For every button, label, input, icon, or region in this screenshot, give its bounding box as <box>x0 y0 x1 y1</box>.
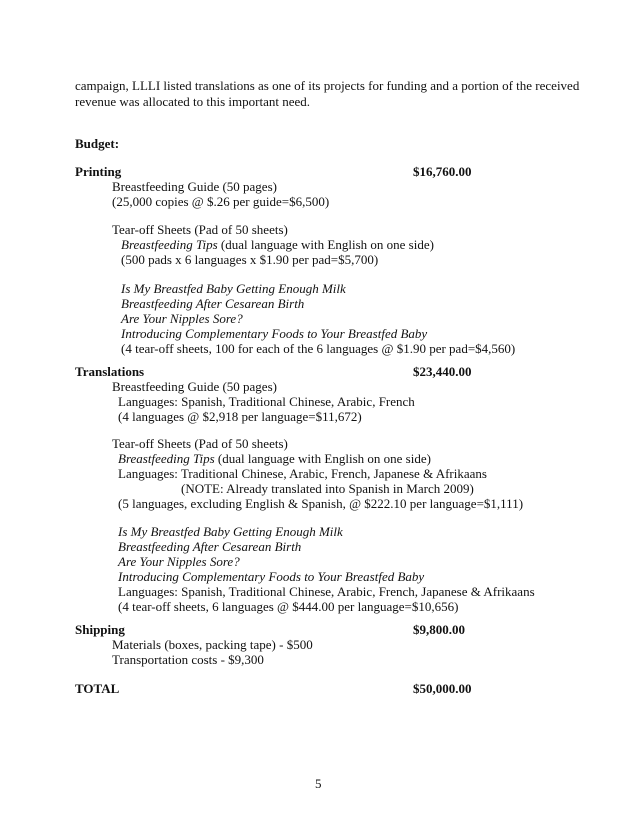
translations-guide-calc: (4 languages @ $2,918 per language=$11,672) <box>118 409 362 424</box>
printing-title-item: Breastfeeding After Cesarean Birth <box>121 296 305 311</box>
translations-tips-rest: (dual language with English on one side) <box>214 451 431 466</box>
translations-guide-title: Breastfeeding Guide (50 pages) <box>112 379 277 394</box>
shipping-materials: Materials (boxes, packing tape) - $500 <box>112 637 313 652</box>
translations-tips-calc: (5 languages, excluding English & Spanish, @ $222.10 per language=$1,111) <box>118 496 524 511</box>
translations-titles-languages: Languages: Spanish, Traditional Chinese, Arabic, French, Japanese & Afrikaans <box>118 584 535 599</box>
intro-line-2: revenue was allocated to this important need. <box>75 94 311 109</box>
printing-tearoff-title: Tear-off Sheets (Pad of 50 sheets) <box>112 222 288 237</box>
printing-title-item: Is My Breastfed Baby Getting Enough Milk <box>121 281 346 296</box>
shipping-amount: $9,800.00 <box>413 622 465 637</box>
shipping-title: Shipping <box>75 622 125 637</box>
page-number: 5 <box>315 776 322 791</box>
translations-tips-title: Breastfeeding Tips <box>118 451 215 466</box>
translations-title-item: Is My Breastfed Baby Getting Enough Milk <box>118 524 343 539</box>
budget-heading: Budget: <box>75 136 120 151</box>
translations-tips-note: (NOTE: Already translated into Spanish in March 2009) <box>181 481 474 496</box>
printing-title-item: Are Your Nipples Sore? <box>121 311 243 326</box>
translations-guide-languages: Languages: Spanish, Traditional Chinese, Arabic, French <box>118 394 415 409</box>
intro-line-1: campaign, LLLI listed translations as one of its projects for funding and a portion of the received <box>75 78 580 93</box>
printing-amount: $16,760.00 <box>413 164 472 179</box>
translations-tips-languages: Languages: Traditional Chinese, Arabic, French, Japanese & Afrikaans <box>118 466 487 481</box>
translations-tearoff-title: Tear-off Sheets (Pad of 50 sheets) <box>112 436 288 451</box>
translations-amount: $23,440.00 <box>413 364 472 379</box>
translations-title-item: Breastfeeding After Cesarean Birth <box>118 539 302 554</box>
printing-tips-rest: (dual language with English on one side) <box>217 237 434 252</box>
printing-tips-calc: (500 pads x 6 languages x $1.90 per pad=$5,700) <box>121 252 379 267</box>
translations-tips-line <box>118 451 431 466</box>
total-amount: $50,000.00 <box>413 681 472 696</box>
printing-guide-title: Breastfeeding Guide (50 pages) <box>112 179 277 194</box>
printing-title-item: Introducing Complementary Foods to Your Breastfed Baby <box>121 326 428 341</box>
printing-titles-calc: (4 tear-off sheets, 100 for each of the 6 languages @ $1.90 per pad=$4,560) <box>121 341 516 356</box>
printing-guide-calc: (25,000 copies @ $.26 per guide=$6,500) <box>112 194 330 209</box>
translations-title-item: Are Your Nipples Sore? <box>118 554 240 569</box>
translations-title: Translations <box>75 364 145 379</box>
translations-title-item: Introducing Complementary Foods to Your Breastfed Baby <box>118 569 425 584</box>
shipping-transport: Transportation costs - $9,300 <box>112 652 264 667</box>
printing-tips-line <box>121 237 434 252</box>
translations-titles-calc: (4 tear-off sheets, 6 languages @ $444.00 per language=$10,656) <box>118 599 459 614</box>
printing-title: Printing <box>75 164 122 179</box>
total-title: TOTAL <box>75 681 120 696</box>
printing-tips-title: Breastfeeding Tips <box>121 237 218 252</box>
